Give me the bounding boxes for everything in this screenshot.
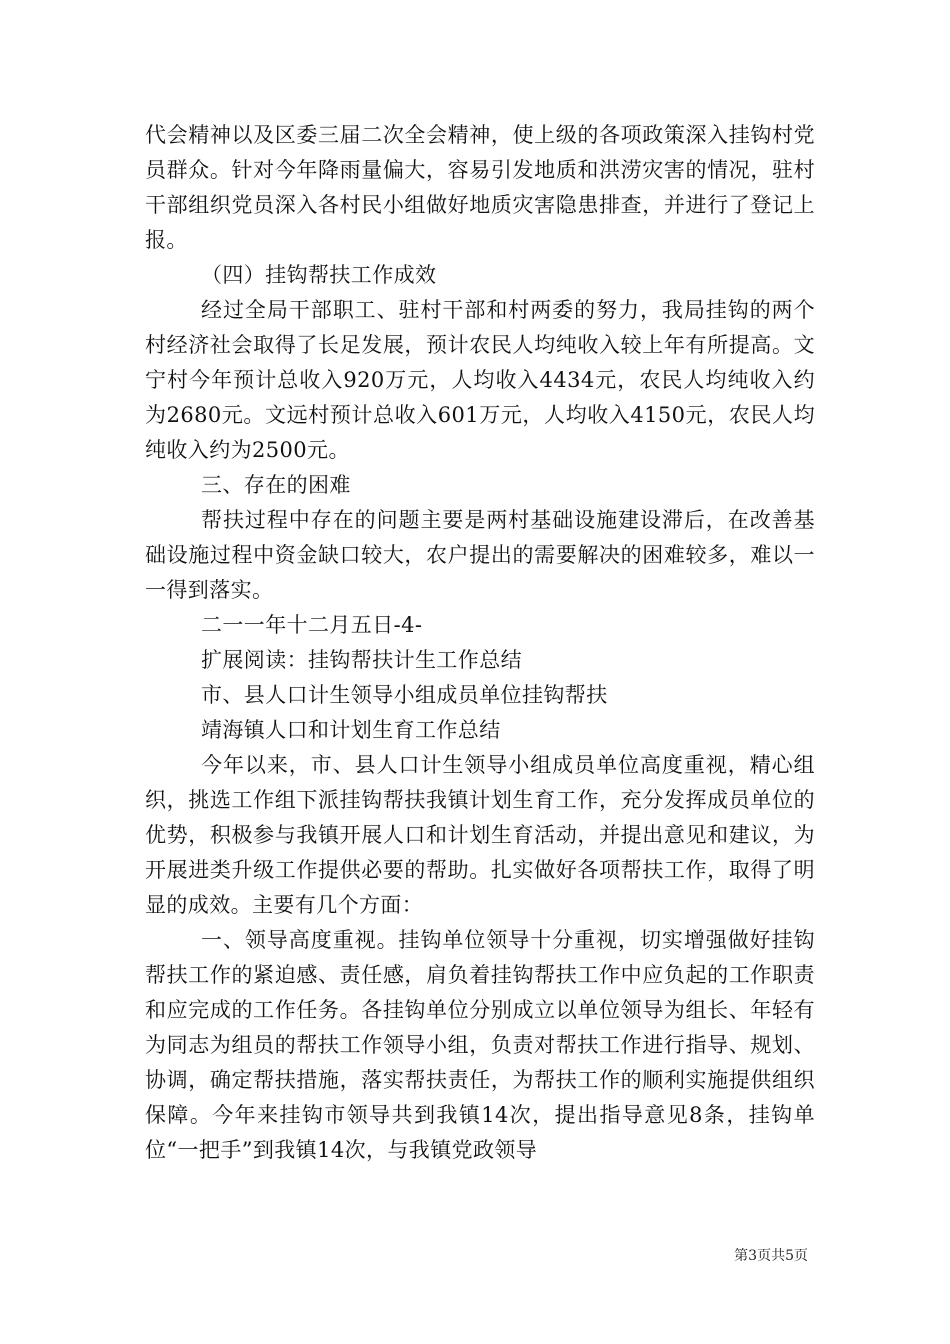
paragraph-results: 经过全局干部职工、驻村干部和村两委的努力，我局挂钩的两个村经济社会取得了长足发展，预计农民人均纯收入较上年有所提高。文宁村今年预计总收入920万元，人均收入4434元，农民人均纯收入约为2680元。文远村预计总收入601万元，人均收入4150元，农民人均纯收入约为2500元。 — [145, 298, 815, 462]
subtitle-line-1: 市、县人口计生领导小组成员单位挂钩帮扶 — [201, 683, 608, 707]
extended-reading-title: 扩展阅读：挂钩帮扶计生工作总结 — [201, 648, 522, 672]
page-number-footer: 第3页共5页 — [734, 1248, 808, 1264]
paragraph-1: 代会精神以及区委三届二次全会精神，使上级的各项政策深入挂钩村党员群众。针对今年降雨量偏大，容易引发地质和洪涝灾害的情况，驻村干部组织党员深入各村民小组做好地质灾害隐患排查，并进行了登记上报。 — [145, 123, 815, 252]
document-body — [145, 118, 815, 1168]
section-heading-difficulties: 三、存在的困难 — [201, 473, 351, 497]
paragraph-difficulties: 帮扶过程中存在的问题主要是两村基础设施建设滞后，在改善基础设施过程中资金缺口较大，农户提出的需要解决的困难较多，难以一一得到落实。 — [145, 508, 815, 602]
paragraph-leadership: 一、领导高度重视。挂钩单位领导十分重视，切实增强做好挂钩帮扶工作的紧迫感、责任感，肩负着挂钩帮扶工作中应负起的工作职责和应完成的工作任务。各挂钩单位分别成立以单位领导为组长、年轻有为同志为组员的帮扶工作领导小组，负责对帮扶工作进行指导、规划、协调，确定帮扶措施，落实帮扶责任，为帮扶工作的顺利实施提供组织保障。今年来挂钩市领导共到我镇14次，提出指导意见8条，挂钩单位“一把手”到我镇14次，与我镇党政领导 — [145, 928, 815, 1162]
date-line: 二一一年十二月五日-4- — [201, 613, 423, 637]
section-heading-4: （四）挂钩帮扶工作成效 — [201, 263, 437, 287]
paragraph-intro: 今年以来，市、县人口计生领导小组成员单位高度重视，精心组织，挑选工作组下派挂钩帮扶我镇计划生育工作，充分发挥成员单位的优势，积极参与我镇开展人口和计划生育活动，并提出意见和建议，为开展进类升级工作提供必要的帮助。扎实做好各项帮扶工作，取得了明显的成效。主要有几个方面： — [145, 753, 815, 917]
subtitle-line-2: 靖海镇人口和计划生育工作总结 — [201, 718, 501, 742]
